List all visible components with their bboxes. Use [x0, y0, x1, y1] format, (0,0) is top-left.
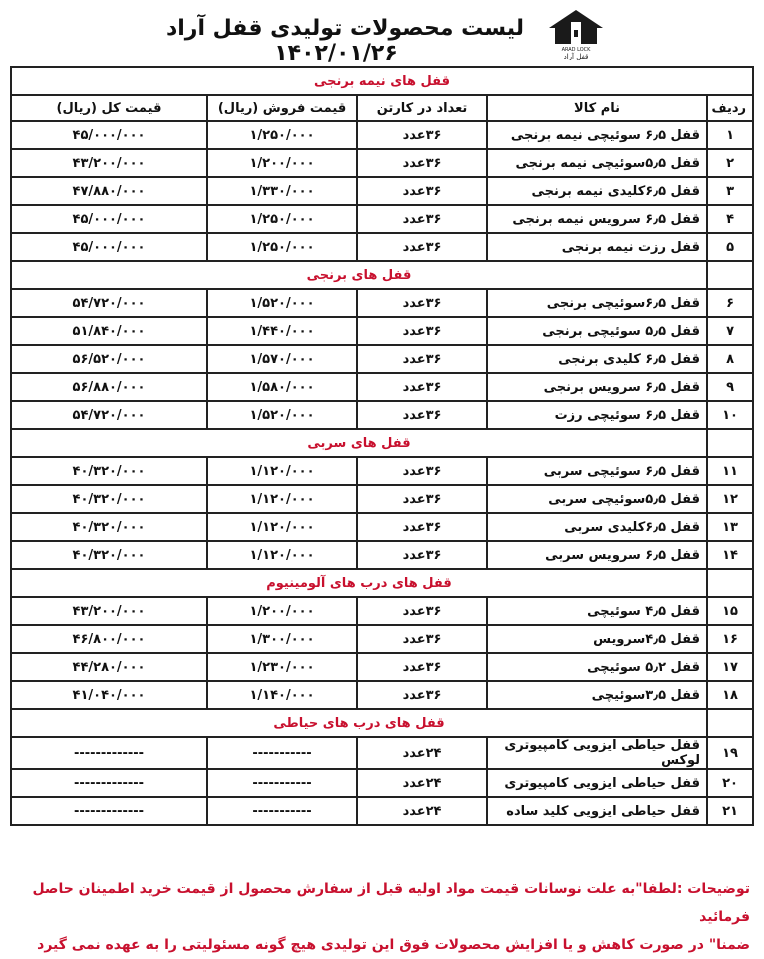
table-row [11, 317, 753, 345]
section-title-row [11, 261, 753, 289]
product-name: قفل ۳٫۵سوئیچی [487, 681, 707, 709]
row-number: ۱۰ [707, 401, 753, 429]
note-line-1: توضیحات :لطفا"به علت نوسانات قیمت مواد اولیه قبل از سفارش محصول از قیمت خرید اطمینان حاصل فرمائید [32, 881, 750, 925]
total-price: ۴۷/۸۸۰/۰۰۰ [11, 177, 207, 205]
carton-quantity: ۳۶عدد [357, 597, 487, 625]
table-row [11, 373, 753, 401]
unit-price: ----------- [207, 769, 357, 797]
total-price: ۴۵/۰۰۰/۰۰۰ [11, 205, 207, 233]
total-price: ۵۴/۷۲۰/۰۰۰ [11, 401, 207, 429]
total-price: ۴۰/۳۲۰/۰۰۰ [11, 513, 207, 541]
column-header-total-price: قیمت کل (ریال) [11, 95, 207, 121]
table-row [11, 653, 753, 681]
unit-price: ----------- [207, 797, 357, 825]
table-row [11, 177, 753, 205]
unit-price: ----------- [207, 737, 357, 769]
total-price: ۴۶/۸۰۰/۰۰۰ [11, 625, 207, 653]
product-name: قفل رزت نیمه برنجی [487, 233, 707, 261]
unit-price: ۱/۵۷۰/۰۰۰ [207, 345, 357, 373]
section-title-spacer [707, 709, 753, 737]
section-title-row [11, 569, 753, 597]
table-row [11, 769, 753, 797]
table-row [11, 597, 753, 625]
row-number: ۱ [707, 121, 753, 149]
row-number: ۲ [707, 149, 753, 177]
product-name: قفل ۶٫۵کلیدی نیمه برنجی [487, 177, 707, 205]
product-name: قفل ۶٫۵ سوئیچی سربی [487, 457, 707, 485]
section-title-spacer [707, 429, 753, 457]
row-number: ۱۱ [707, 457, 753, 485]
column-header-row [11, 95, 753, 121]
total-price: ۵۶/۵۲۰/۰۰۰ [11, 345, 207, 373]
unit-price: ۱/۳۰۰/۰۰۰ [207, 625, 357, 653]
product-name: قفل ۶٫۵ سوئیچی رزت [487, 401, 707, 429]
carton-quantity: ۳۶عدد [357, 177, 487, 205]
unit-price: ۱/۵۲۰/۰۰۰ [207, 289, 357, 317]
list-date: ۱۴۰۲/۰۱/۲۶ [274, 41, 398, 66]
row-number: ۱۹ [707, 737, 753, 769]
product-name: قفل ۶٫۵ سوئیچی نیمه برنجی [487, 121, 707, 149]
row-number: ۱۸ [707, 681, 753, 709]
svg-text:ARAD LOCK: ARAD LOCK [561, 47, 591, 53]
carton-quantity: ۳۶عدد [357, 401, 487, 429]
carton-quantity: ۲۴عدد [357, 769, 487, 797]
product-name: قفل ۵٫۵سوئیچی سربی [487, 485, 707, 513]
unit-price: ۱/۱۲۰/۰۰۰ [207, 541, 357, 569]
total-price: ۴۵/۰۰۰/۰۰۰ [11, 233, 207, 261]
product-name: قفل ۶٫۵ سرویس برنجی [487, 373, 707, 401]
carton-quantity: ۳۶عدد [357, 289, 487, 317]
carton-quantity: ۳۶عدد [357, 485, 487, 513]
unit-price: ۱/۲۵۰/۰۰۰ [207, 121, 357, 149]
unit-price: ۱/۲۰۰/۰۰۰ [207, 597, 357, 625]
carton-quantity: ۳۶عدد [357, 317, 487, 345]
row-number: ۷ [707, 317, 753, 345]
row-number: ۴ [707, 205, 753, 233]
table-row [11, 485, 753, 513]
table-row [11, 681, 753, 709]
row-number: ۵ [707, 233, 753, 261]
row-number: ۱۴ [707, 541, 753, 569]
section-title-row [11, 709, 753, 737]
price-table-body [11, 67, 753, 825]
column-header-unit-price: قیمت فروش (ریال) [207, 95, 357, 121]
row-number: ۱۶ [707, 625, 753, 653]
carton-quantity: ۲۴عدد [357, 797, 487, 825]
product-name: قفل ۶٫۵کلیدی سربی [487, 513, 707, 541]
product-name: قفل ۵٫۲ سوئیچی [487, 653, 707, 681]
unit-price: ۱/۲۳۰/۰۰۰ [207, 653, 357, 681]
row-number: ۶ [707, 289, 753, 317]
section-title: قفل های نیمه برنجی [11, 67, 753, 95]
unit-price: ۱/۲۵۰/۰۰۰ [207, 205, 357, 233]
row-number: ۱۲ [707, 485, 753, 513]
row-number: ۳ [707, 177, 753, 205]
table-row [11, 457, 753, 485]
total-price: ۵۶/۸۸۰/۰۰۰ [11, 373, 207, 401]
section-title-row [11, 429, 753, 457]
carton-quantity: ۳۶عدد [357, 345, 487, 373]
total-price: ۴۳/۲۰۰/۰۰۰ [11, 597, 207, 625]
unit-price: ۱/۳۳۰/۰۰۰ [207, 177, 357, 205]
total-price: ۴۰/۳۲۰/۰۰۰ [11, 541, 207, 569]
table-row [11, 233, 753, 261]
section-title-spacer [707, 569, 753, 597]
carton-quantity: ۳۶عدد [357, 457, 487, 485]
table-row [11, 345, 753, 373]
table-row [11, 149, 753, 177]
unit-price: ۱/۲۵۰/۰۰۰ [207, 233, 357, 261]
product-name: قفل ۶٫۵ سرویس سربی [487, 541, 707, 569]
carton-quantity: ۳۶عدد [357, 513, 487, 541]
carton-quantity: ۲۴عدد [357, 737, 487, 769]
notes [14, 875, 750, 959]
unit-price: ۱/۵۲۰/۰۰۰ [207, 401, 357, 429]
product-name: قفل ۵٫۵سوئیچی نیمه برنجی [487, 149, 707, 177]
total-price: ۵۱/۸۴۰/۰۰۰ [11, 317, 207, 345]
total-price: ------------- [11, 737, 207, 769]
section-title: قفل های درب های حیاطی [11, 709, 707, 737]
table-row [11, 513, 753, 541]
total-price: ۴۴/۲۸۰/۰۰۰ [11, 653, 207, 681]
table-row [11, 737, 753, 769]
total-price: ۴۰/۳۲۰/۰۰۰ [11, 457, 207, 485]
page-title [150, 16, 540, 66]
product-name: قفل ۶٫۵ کلیدی برنجی [487, 345, 707, 373]
column-header-row-no: ردیف [707, 95, 753, 121]
total-price: ۴۵/۰۰۰/۰۰۰ [11, 121, 207, 149]
total-price: ۴۱/۰۴۰/۰۰۰ [11, 681, 207, 709]
section-title-row [11, 67, 753, 95]
product-name: قفل ۶٫۵سوئیچی برنجی [487, 289, 707, 317]
table-row [11, 625, 753, 653]
unit-price: ۱/۱۲۰/۰۰۰ [207, 485, 357, 513]
unit-price: ۱/۱۲۰/۰۰۰ [207, 513, 357, 541]
table-row [11, 121, 753, 149]
unit-price: ۱/۱۲۰/۰۰۰ [207, 457, 357, 485]
row-number: ۱۵ [707, 597, 753, 625]
row-number: ۱۷ [707, 653, 753, 681]
row-number: ۹ [707, 373, 753, 401]
row-number: ۱۳ [707, 513, 753, 541]
section-title-spacer [707, 261, 753, 289]
row-number: ۸ [707, 345, 753, 373]
row-number: ۲۰ [707, 769, 753, 797]
page-header [0, 0, 764, 66]
table-row [11, 797, 753, 825]
product-name: قفل ۵٫۵ سوئیچی برنجی [487, 317, 707, 345]
price-table [10, 66, 754, 826]
total-price: ۵۴/۷۲۰/۰۰۰ [11, 289, 207, 317]
table-row [11, 541, 753, 569]
unit-price: ۱/۲۰۰/۰۰۰ [207, 149, 357, 177]
product-name: قفل ۴٫۵سرویس [487, 625, 707, 653]
carton-quantity: ۳۶عدد [357, 149, 487, 177]
section-title: قفل های درب های آلومینیوم [11, 569, 707, 597]
product-name: قفل حیاطی ایزویی کلید ساده [487, 797, 707, 825]
carton-quantity: ۳۶عدد [357, 681, 487, 709]
row-number: ۲۱ [707, 797, 753, 825]
product-name: قفل ۴٫۵ سوئیچی [487, 597, 707, 625]
svg-text:قفل آراد: قفل آراد [563, 53, 589, 60]
list-title: لیست محصولات تولیدی قفل آراد [165, 16, 525, 41]
carton-quantity: ۳۶عدد [357, 233, 487, 261]
total-price: ------------- [11, 769, 207, 797]
unit-price: ۱/۵۸۰/۰۰۰ [207, 373, 357, 401]
total-price: ۴۰/۳۲۰/۰۰۰ [11, 485, 207, 513]
arad-lock-logo [545, 8, 607, 60]
carton-quantity: ۳۶عدد [357, 625, 487, 653]
table-row [11, 289, 753, 317]
note-line-2: ضمنا" در صورت کاهش و یا افزایش محصولات فوق این تولیدی هیچ گونه مسئولیتی را به عهده نمی گیرد [37, 937, 750, 953]
product-name: قفل حیاطی ایزویی کامپیوتری [487, 769, 707, 797]
column-header-name: نام کالا [487, 95, 707, 121]
carton-quantity: ۳۶عدد [357, 121, 487, 149]
column-header-qty: تعداد در کارتن [357, 95, 487, 121]
carton-quantity: ۳۶عدد [357, 205, 487, 233]
table-row [11, 205, 753, 233]
section-title: قفل های سربی [11, 429, 707, 457]
carton-quantity: ۳۶عدد [357, 653, 487, 681]
section-title: قفل های برنجی [11, 261, 707, 289]
unit-price: ۱/۱۴۰/۰۰۰ [207, 681, 357, 709]
table-row [11, 401, 753, 429]
product-name: قفل ۶٫۵ سرویس نیمه برنجی [487, 205, 707, 233]
carton-quantity: ۳۶عدد [357, 373, 487, 401]
unit-price: ۱/۴۴۰/۰۰۰ [207, 317, 357, 345]
product-name: قفل حیاطی ایزویی کامپیوتری لوکس [487, 737, 707, 769]
total-price: ۴۳/۲۰۰/۰۰۰ [11, 149, 207, 177]
carton-quantity: ۳۶عدد [357, 541, 487, 569]
total-price: ------------- [11, 797, 207, 825]
